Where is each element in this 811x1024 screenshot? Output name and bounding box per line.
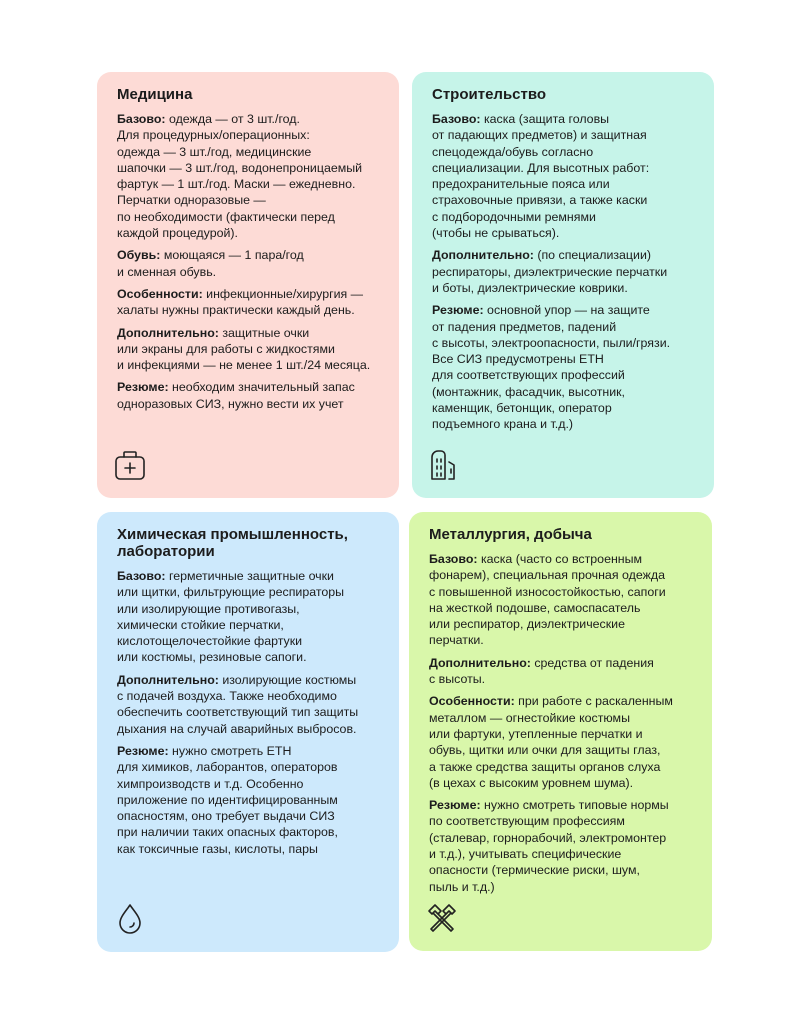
label: Базово: — [432, 112, 481, 126]
paragraph-additional — [117, 672, 381, 737]
card-chemical — [97, 512, 399, 952]
paragraph-basic — [432, 111, 696, 241]
text: каска (защита головы от падающих предметов) и защитная спецодежда/обувь согласно специализации. Для высотных работ: предохранительные пояса или страховочные привязи, а также каски с подбородочными ремнями (чтобы не срываться). — [432, 112, 650, 241]
label: Резюме: — [117, 380, 169, 395]
text: инфекционные/хирургия — халаты нужны практически каждый день. — [117, 286, 364, 318]
paragraph-summary — [429, 797, 694, 895]
text: изолирующие костюмы с подачей воздуха. Также необходимо обеспечить соответствующий тип защиты дыхания на случай аварийных выбросов. — [117, 672, 359, 736]
crossed-hammers-icon — [425, 901, 459, 935]
text: необходим значительный запас одноразовых СИЗ, нужно вести их учет — [117, 380, 355, 411]
text: моющаяся — 1 пара/год и сменная обувь. — [117, 248, 304, 279]
label: Особенности: — [429, 694, 515, 709]
card-title: Химическая промышленность, лаборатории — [117, 526, 348, 560]
label: Особенности: — [117, 286, 203, 301]
paragraph-additional — [117, 325, 381, 374]
paragraph-basic — [117, 568, 381, 666]
label: Обувь: — [117, 248, 161, 263]
drop-icon — [113, 902, 147, 936]
paragraph-footwear — [117, 247, 381, 280]
label: Базово: — [429, 552, 478, 566]
card-title: Медицина — [117, 86, 193, 103]
card-title: Строительство — [432, 86, 547, 103]
paragraph-summary — [117, 743, 381, 857]
card-construction — [412, 72, 714, 498]
buildings-icon — [428, 448, 462, 482]
paragraph-basic — [429, 551, 694, 649]
text: одежда — от 3 шт./год. Для процедурных/операционных: одежда — 3 шт./год, медицинские шапочки — 3 шт./год, водонепроницаемый фартук — 1 шт./год. Маски — ежедневно. Перчатки одноразовые — по необходимости (фактически перед каждой процедурой). — [117, 112, 363, 241]
label: Базово: — [117, 569, 166, 583]
card-metallurgy — [409, 512, 712, 951]
label: Резюме: — [429, 798, 481, 813]
card-title: Металлургия, добыча — [429, 526, 592, 543]
text: при работе с раскаленным металлом — огнестойкие костюмы или фартуки, утепленные перчатки и обувь, щитки или очки для защиты глаз, а также средства защиты органов слуха (в цехах с высоким уровнем шума). — [429, 694, 673, 790]
label: Дополнительно: — [432, 248, 534, 263]
text: основной упор — на защите от падения предметов, падений с высоты, электроопасности, пыли/грязи. Все СИЗ предусмотрены ЕТН для соответствующих профессий (монтажник, фасадчик, высотник, каменщик, бетонщик, оператор подъемного крана и т.д.) — [432, 303, 671, 432]
paragraph-additional — [429, 655, 694, 688]
label: Резюме: — [117, 743, 169, 758]
label: Базово: — [117, 112, 166, 126]
label: Резюме: — [432, 303, 484, 318]
text: (по специализации) респираторы, диэлектрические перчатки и боты, диэлектрические коврики. — [432, 248, 668, 295]
card-medicine — [97, 72, 399, 498]
text: средства от падения с высоты. — [429, 655, 654, 687]
text: нужно смотреть типовые нормы по соответствующим профессиям (сталевар, горнорабочий, электромонтер и т.д.), учитывать специфические опасности (термические риски, шум, пыль и т.д.) — [429, 798, 669, 894]
first-aid-kit-icon — [113, 448, 147, 482]
text: защитные очки или экраны для работы с жидкостями и инфекциями — не менее 1 шт./24 месяца. — [117, 325, 371, 373]
label: Дополнительно: — [429, 655, 531, 670]
label: Дополнительно: — [117, 325, 219, 340]
paragraph-summary — [432, 302, 696, 432]
label: Дополнительно: — [117, 672, 219, 687]
paragraph-summary — [117, 379, 381, 412]
text: каска (часто со встроенным фонарем), специальная прочная одежда с повышенной износостойкостью, сапоги на жесткой подошве, самоспасатель или респиратор, диэлектрические перчатки. — [429, 552, 666, 648]
paragraph-features — [429, 693, 694, 791]
paragraph-features — [117, 286, 381, 319]
paragraph-additional — [432, 247, 696, 296]
text: герметичные защитные очки или щитки, фильтрующие респираторы или изолирующие противогазы, химически стойкие перчатки, кислотощелочестойкие фартуки или костюмы, резиновые сапоги. — [117, 569, 345, 665]
text: нужно смотреть ЕТН для химиков, лаборантов, операторов химпроизводств и т.д. Особенно приложение по идентифицированным опасностям, оно требует выдачи СИЗ при наличии таких опасных факторов, как токсичные газы, кислоты, пары — [117, 743, 338, 856]
paragraph-basic — [117, 111, 381, 241]
